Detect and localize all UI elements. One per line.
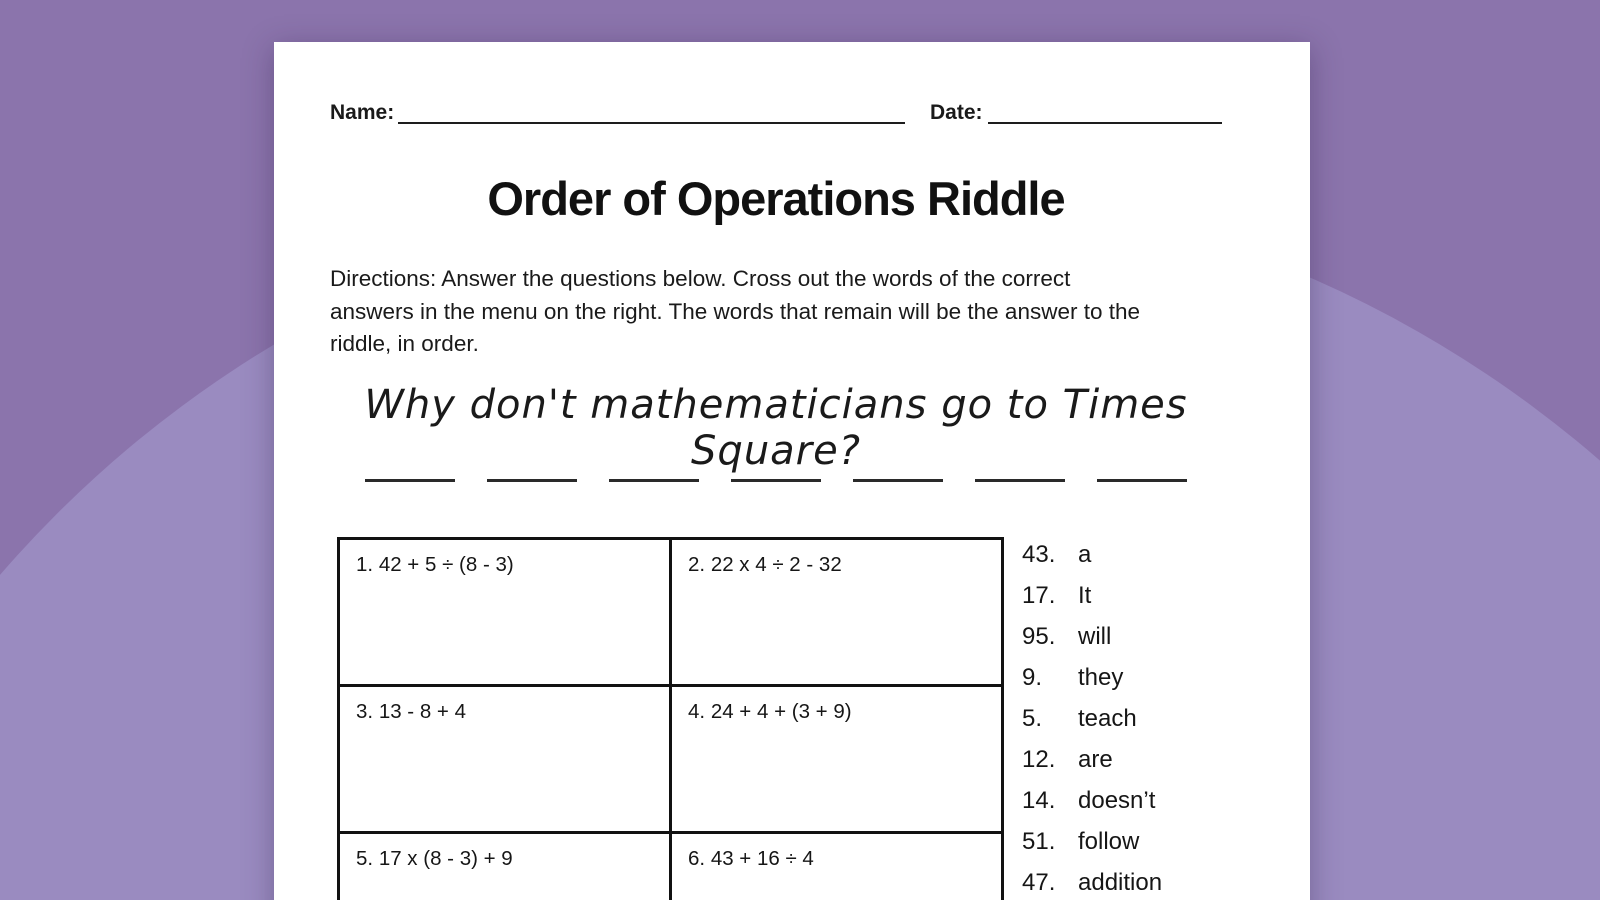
- menu-item: [1022, 616, 1162, 657]
- answer-blank: [731, 479, 821, 482]
- menu-item: [1022, 739, 1162, 780]
- problem-cell: [671, 833, 1003, 900]
- menu-item-word: addition: [1078, 868, 1163, 896]
- menu-item: [1022, 534, 1162, 575]
- answer-blanks: [330, 479, 1222, 482]
- answer-blank: [365, 479, 455, 482]
- menu-item-word: are: [1078, 745, 1113, 773]
- menu-item-number: 95.: [1022, 622, 1056, 650]
- problem-number: 3.: [356, 700, 374, 723]
- problem-number: 5.: [356, 847, 374, 870]
- menu-item-number: 14.: [1022, 786, 1056, 814]
- menu-item: [1022, 657, 1162, 698]
- directions-line: riddle, in order.: [330, 331, 479, 356]
- menu-item-word: It: [1078, 581, 1092, 609]
- problems-row: [339, 539, 1003, 686]
- menu-item-number: 17.: [1022, 581, 1056, 609]
- answer-blank: [609, 479, 699, 482]
- problem-cell: [671, 539, 1003, 686]
- answer-blank: [1097, 479, 1187, 482]
- menu-item-number: 47.: [1022, 868, 1056, 896]
- date-label: Date:: [930, 101, 983, 124]
- date-blank-line: [988, 122, 1222, 124]
- riddle-question: Why don't mathematicians go to Times Square?: [364, 382, 1188, 474]
- problem-expression: 22 x 4 ÷ 2 - 32: [710, 553, 842, 576]
- menu-item-word: doesn’t: [1078, 786, 1156, 814]
- directions-line: Directions: Answer the questions below. Cross out the words of the correct: [330, 266, 1071, 291]
- menu-item-word: a: [1078, 540, 1092, 568]
- menu-item-word: teach: [1078, 704, 1137, 732]
- answer-blank: [975, 479, 1065, 482]
- answer-menu: [1022, 534, 1162, 900]
- menu-item-word: they: [1078, 663, 1124, 691]
- name-blank-line: [398, 122, 905, 124]
- problem-cell: [671, 686, 1003, 833]
- problems-table: [337, 537, 1004, 900]
- answer-blank: [853, 479, 943, 482]
- page-title: Order of Operations Riddle: [487, 172, 1065, 225]
- problem-expression: 24 + 4 + (3 + 9): [710, 700, 852, 723]
- menu-item: [1022, 821, 1162, 862]
- directions-line: answers in the menu on the right. The words that remain will be the answer to the: [330, 298, 1141, 324]
- menu-item: [1022, 862, 1162, 900]
- problem-expression: 17 x (8 - 3) + 9: [378, 847, 513, 870]
- name-label: Name:: [330, 101, 395, 124]
- worksheet-page: [274, 42, 1310, 900]
- problem-expression: 43 + 16 ÷ 4: [710, 847, 814, 870]
- menu-item: [1022, 698, 1162, 739]
- menu-item-number: 5.: [1022, 704, 1043, 732]
- menu-item: [1022, 780, 1162, 821]
- problem-number: 2.: [688, 553, 706, 576]
- problem-cell: [339, 539, 671, 686]
- problems-row: [339, 833, 1003, 900]
- problem-expression: 13 - 8 + 4: [378, 700, 466, 723]
- problem-cell: [339, 686, 671, 833]
- menu-item-word: follow: [1078, 827, 1140, 855]
- problem-cell: [339, 833, 671, 900]
- menu-item-number: 9.: [1022, 663, 1043, 691]
- problem-expression: 42 + 5 ÷ (8 - 3): [378, 553, 514, 576]
- menu-item-word: will: [1078, 622, 1112, 650]
- problems-row: [339, 686, 1003, 833]
- answer-blank: [487, 479, 577, 482]
- menu-item-number: 51.: [1022, 827, 1056, 855]
- menu-item-number: 12.: [1022, 745, 1056, 773]
- problem-number: 4.: [688, 700, 706, 723]
- menu-item: [1022, 575, 1162, 616]
- problem-number: 6.: [688, 847, 706, 870]
- menu-item-number: 43.: [1022, 540, 1056, 568]
- directions-text: [330, 263, 1222, 361]
- problem-number: 1.: [356, 553, 374, 576]
